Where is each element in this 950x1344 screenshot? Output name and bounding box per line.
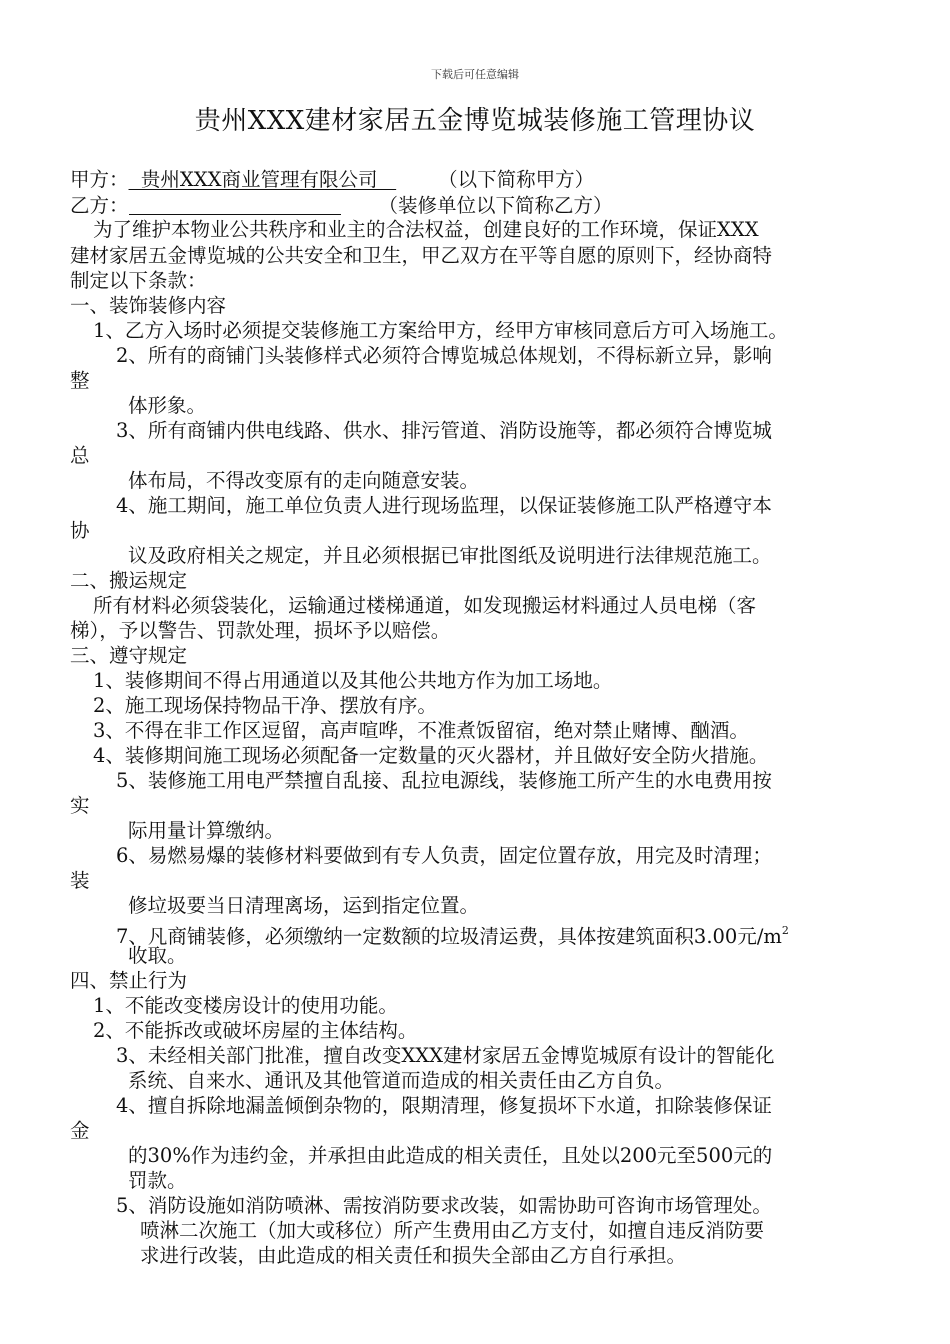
clause-line: 6、易燃易爆的装修材料要做到有专人负责，固定位置存放，用完及时清理； (116, 844, 772, 867)
clause-line: 罚款。 (128, 1169, 187, 1192)
clause-line: 2、不能拆改或破坏房屋的主体结构。 (93, 1019, 418, 1042)
clause-line: 的30%作为违约金，并承担由此造成的相关责任，且处以200元至500元的 (128, 1144, 773, 1167)
clause-line: 4、施工期间，施工单位负责人进行现场监理，以保证装修施工队严格遵守本 (116, 494, 772, 517)
party-a-label: 甲方： (70, 168, 129, 191)
clause-line: 3、未经相关部门批准，擅自改变XXX建材家居五金博览城原有设计的智能化 (116, 1044, 775, 1067)
party-a-name: 贵州XXX商业管理有限公司 (128, 168, 397, 191)
section-heading: 四、禁止行为 (70, 969, 188, 992)
clause-line: 1、乙方入场时必须提交装修施工方案给甲方，经甲方审核同意后方可入场施工。 (93, 319, 788, 342)
clause-line: 5、消防设施如消防喷淋、需按消防要求改装，如需协助可咨询市场管理处。 (116, 1194, 772, 1217)
clause-line: 4、装修期间施工现场必须配备一定数量的灭火器材，并且做好安全防火措施。 (93, 744, 769, 767)
intro-line: 为了维护本物业公共秩序和业主的合法权益，创建良好的工作环境，保证XXX (93, 218, 759, 241)
clause-line: 2、所有的商铺门头装修样式必须符合博览城总体规划，不得标新立异，影响 (116, 344, 772, 367)
clause-line (116, 919, 789, 949)
clause-line: 总 (70, 444, 90, 467)
clause-line: 1、不能改变楼房设计的使用功能。 (93, 994, 398, 1017)
clause-line: 实 (70, 794, 90, 817)
party-a-line (70, 168, 594, 192)
clause-line: 议及政府相关之规定，并且必须根据已审批图纸及说明进行法律规范施工。 (128, 544, 772, 567)
clause-line: 体形象。 (128, 394, 207, 417)
party-b-line (70, 194, 613, 218)
party-b-label: 乙方： (70, 194, 129, 217)
document-title: 贵州XXX建材家居五金博览城装修施工管理协议 (194, 106, 756, 136)
intro-line: 建材家居五金博览城的公共安全和卫生，甲乙双方在平等自愿的原则下，经协商特 (70, 244, 773, 267)
clause-line: 梯），予以警告、罚款处理，损坏予以赔偿。 (70, 619, 451, 642)
clause-line: 5、装修施工用电严禁擅自乱接、乱拉电源线，装修施工所产生的水电费用按 (116, 769, 772, 792)
clause-line: 收取。 (128, 944, 187, 967)
superscript: 2 (781, 924, 789, 937)
party-a-note: （以下简称甲方） (438, 168, 595, 191)
clause-line: 喷淋二次施工（加大或移位）所产生费用由乙方支付，如擅自违反消防要 (140, 1219, 765, 1242)
clause-line: 3、所有商铺内供电线路、供水、排污管道、消防设施等，都必须符合博览城 (116, 419, 772, 442)
clause-line: 修垃圾要当日清理离场，运到指定位置。 (128, 894, 480, 917)
clause-line: 体布局，不得改变原有的走向随意安装。 (128, 469, 480, 492)
clause-line: 3、不得在非工作区逗留，高声喧哗，不准煮饭留宿，绝对禁止赌博、酗酒。 (93, 719, 749, 742)
clause-line: 协 (70, 519, 90, 542)
intro-line: 制定以下条款： (70, 269, 207, 292)
clause-line: 1、装修期间不得占用通道以及其他公共地方作为加工场地。 (93, 669, 613, 692)
clause-line: 整 (70, 369, 90, 392)
clause-line: 装 (70, 869, 90, 892)
party-b-blank (129, 194, 341, 215)
clause-line: 2、施工现场保持物品干净、摆放有序。 (93, 694, 437, 717)
clause-line: 金 (70, 1119, 90, 1142)
header-note: 下载后可任意编辑 (431, 68, 519, 81)
clause-line: 所有材料必须袋装化，运输通过楼梯通道，如发现搬运材料通过人员电梯（客 (93, 594, 757, 617)
clause-line: 际用量计算缴纳。 (128, 819, 285, 842)
section-heading: 三、遵守规定 (70, 644, 188, 667)
section-heading: 二、搬运规定 (70, 569, 188, 592)
clause-line: 系统、自来水、通讯及其他管道而造成的相关责任由乙方自负。 (128, 1069, 675, 1092)
clause-text: 7、凡商铺装修，必须缴纳一定数额的垃圾清运费，具体按建筑面积3.00元/m (116, 925, 782, 948)
clause-line: 求进行改装，由此造成的相关责任和损失全部由乙方自行承担。 (140, 1244, 687, 1267)
clause-line: 4、擅自拆除地漏盖倾倒杂物的，限期清理，修复损坏下水道，扣除装修保证 (116, 1094, 772, 1117)
section-heading: 一、装饰装修内容 (70, 294, 227, 317)
party-b-note: （装修单位以下简称乙方） (378, 194, 613, 217)
